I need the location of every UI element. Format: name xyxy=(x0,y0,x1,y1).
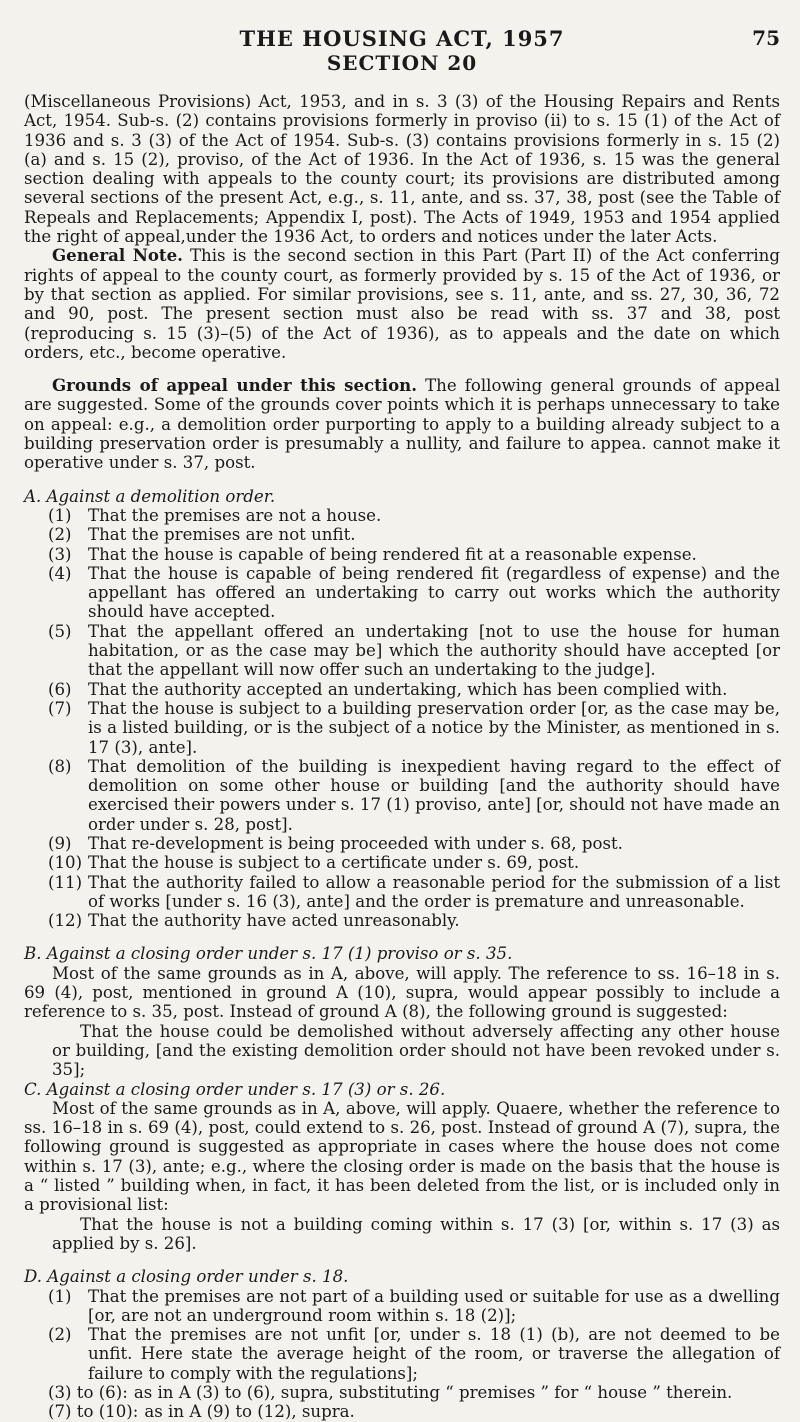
page-body xyxy=(24,92,780,1422)
item-text: That the house is capable of being rendered fit at a reasonable expense. xyxy=(88,544,697,564)
item-text: That the house is capable of being rendered fit (regardless of expense) and the appellant has offered an undertaking to carry out works which the authority should have accepted. xyxy=(88,563,780,622)
item-number: (5) xyxy=(48,621,72,641)
item-number: (12) xyxy=(48,911,83,931)
list-item xyxy=(48,525,780,545)
item-text: That re-development is being proceeded with under s. 68, post. xyxy=(88,833,623,853)
item-number: (7) xyxy=(48,698,72,718)
item-number: (7) to (10): xyxy=(48,1402,139,1422)
general-note-paragraph xyxy=(24,246,780,362)
general-note-heading: General Note. xyxy=(52,245,183,266)
section-a-heading: A. Against a demolition order. xyxy=(24,486,276,506)
section-a-list xyxy=(24,506,780,931)
section-d-heading: D. Against a closing order under s. 18. xyxy=(24,1267,349,1287)
section-title: SECTION 20 xyxy=(326,51,478,75)
section-b-heading: B. Against a closing order under s. 17 (1) proviso or s. 35. xyxy=(24,944,513,964)
list-item xyxy=(48,853,780,873)
section-d-list xyxy=(24,1287,780,1422)
item-number: (2) xyxy=(48,1325,72,1345)
item-number: (3) xyxy=(48,544,72,564)
list-item xyxy=(48,911,780,931)
list-item xyxy=(48,1286,780,1326)
item-text: That the premises are not part of a building used or suitable for use as a dwelling [or, are not an underground room within s. 18 (2)]; xyxy=(88,1286,780,1325)
item-text: That the house is subject to a certificate under s. 69, post. xyxy=(88,853,580,873)
item-text: That the authority failed to allow a reasonable period for the submission of a list of works [under s. 16 (3), ante] and the order is premature and unreasonable. xyxy=(88,872,780,911)
item-number: (3) to (6): xyxy=(48,1383,128,1402)
item-text: That the authority have acted unreasonably. xyxy=(88,911,460,931)
item-text: That the premises are not unfit [or, under s. 18 (1) (b), are not deemed to be unfit. Here state the average height of the room, or traverse the allegation of failure to comply with the regulations]; xyxy=(88,1325,780,1383)
item-number: (11) xyxy=(48,872,83,892)
section-b-text: Most of the same grounds as in A, above, will apply. The reference to ss. 16–18 in s. 69 (4), post, mentioned in ground A (10), supra, would appear possibly to include a reference to s. 35, post. Instead of ground A (8), the following ground is suggested: xyxy=(24,963,780,1022)
item-number: (1) xyxy=(48,505,72,525)
list-item xyxy=(48,1325,780,1383)
list-item xyxy=(48,505,780,525)
page-header xyxy=(24,26,780,74)
item-number: (9) xyxy=(48,833,72,853)
grounds-intro-paragraph xyxy=(24,376,780,472)
item-text: That the premises are not a house. xyxy=(88,505,382,525)
item-number: (6) xyxy=(48,679,72,699)
list-item xyxy=(48,833,780,853)
running-title: THE HOUSING ACT, 1957 xyxy=(239,26,565,51)
item-number: (2) xyxy=(48,525,72,545)
item-number: (4) xyxy=(48,563,72,583)
list-item xyxy=(48,1402,780,1422)
general-note-text: This is the second section in this Part (Part II) of the Act conferring rights of appeal to the county court, as formerly provided by s. 15 of the Act of 1936, or by that section as applied. For similar provisions, see s. 11, ante, and ss. 27, 30, 36, 72 and 90, post. The present section must also be read with ss. 37 and 38, post (reproducing s. 15 (3)–(5) of the Act of 1936), as to appeals and the date on which orders, etc., become operative. xyxy=(24,246,780,362)
item-number: (1) xyxy=(48,1286,72,1306)
item-number: (10) xyxy=(48,853,83,873)
grounds-heading: Grounds of appeal under this section. xyxy=(52,375,417,396)
section-b-quote: That the house could be demolished without adversely affecting any other house or building, [and the existing demolition order should not have been revoked under s. 35]; xyxy=(52,1021,780,1080)
list-item xyxy=(48,872,780,912)
item-number: (8) xyxy=(48,756,72,776)
item-text: That the authority accepted an undertaking, which has been complied with. xyxy=(88,679,728,699)
list-item xyxy=(48,544,780,564)
list-item xyxy=(48,563,780,622)
item-text: That the premises are not unfit. xyxy=(88,525,356,545)
section-c-heading: C. Against a closing order under s. 17 (3) or s. 26. xyxy=(24,1079,446,1099)
grounds-intro-text: The following general grounds of appeal are suggested. Some of the grounds cover points which it is perhaps unnecessary to take on appeal: e.g., a demolition order purporting to apply to a building already subject to a building preservation order is presumably a nullity, and failure to appea. cannot make it operative under s. 37, post. xyxy=(24,376,780,473)
item-text: as in A (9) to (12), supra. xyxy=(144,1402,355,1422)
list-item xyxy=(48,1383,780,1402)
item-text: as in A (3) to (6), supra, substituting “ premises ” for “ house ” therein. xyxy=(133,1383,733,1402)
item-text: That the house is subject to a building preservation order [or, as the case may be, is a listed building, or is the subject of a notice by the Minister, as mentioned in s. 17 (3), ante]. xyxy=(88,698,780,757)
section-c-text: Most of the same grounds as in A, above, will apply. Quaere, whether the reference to ss. 16–18 in s. 69 (4), post, could extend to s. 26, post. Instead of ground A (7), supra, the following ground is suggested as appropriate in cases where the house does not come within s. 17 (3), ante; e.g., where the closing order is made on the basis that the house is a “ listed ” building when, in fact, it has been deleted from the list, or is included only in a provisional list: xyxy=(24,1098,780,1215)
list-item xyxy=(48,679,780,699)
item-text: That demolition of the building is inexpedient having regard to the effect of demolition on some other house or building [and the authority should have exercised their powers under s. 17 (1) proviso, ante] [or, should not have made an order under s. 28, post]. xyxy=(88,756,780,834)
list-item xyxy=(48,756,780,834)
list-item xyxy=(48,621,780,680)
intro-paragraph: (Miscellaneous Provisions) Act, 1953, and in s. 3 (3) of the Housing Repairs and Rents Act, 1954. Sub-s. (2) contains provisions formerly in proviso (ii) to s. 15 (1) of the Act of 1936 and s. 3 (3) of the Act of 1954. Sub-s. (3) contains provisions formerly in s. 15 (2) (a) and s. 15 (2), proviso, of the Act of 1936. In the Act of 1936, s. 15 was the general section dealing with appeals to the county court; its provisions are distributed among several sections of the present Act, e.g., s. 11, ante, and ss. 37, 38, post (see the Table of Repeals and Replacements; Appendix I, post). The Acts of 1949, 1953 and 1954 applied the right of appeal,under the 1936 Act, to orders and notices under the later Acts. xyxy=(24,92,780,247)
item-text: That the appellant offered an undertaking [not to use the house for human habitation, or as the case may be] which the authority should have accepted [or that the appellant will now offer such an undertaking to the judge]. xyxy=(88,621,780,680)
section-c-quote: That the house is not a building coming within s. 17 (3) [or, within s. 17 (3) as applied by s. 26]. xyxy=(52,1214,780,1253)
document-page xyxy=(24,26,780,1422)
list-item xyxy=(48,698,780,757)
page-number: 75 xyxy=(752,26,780,50)
